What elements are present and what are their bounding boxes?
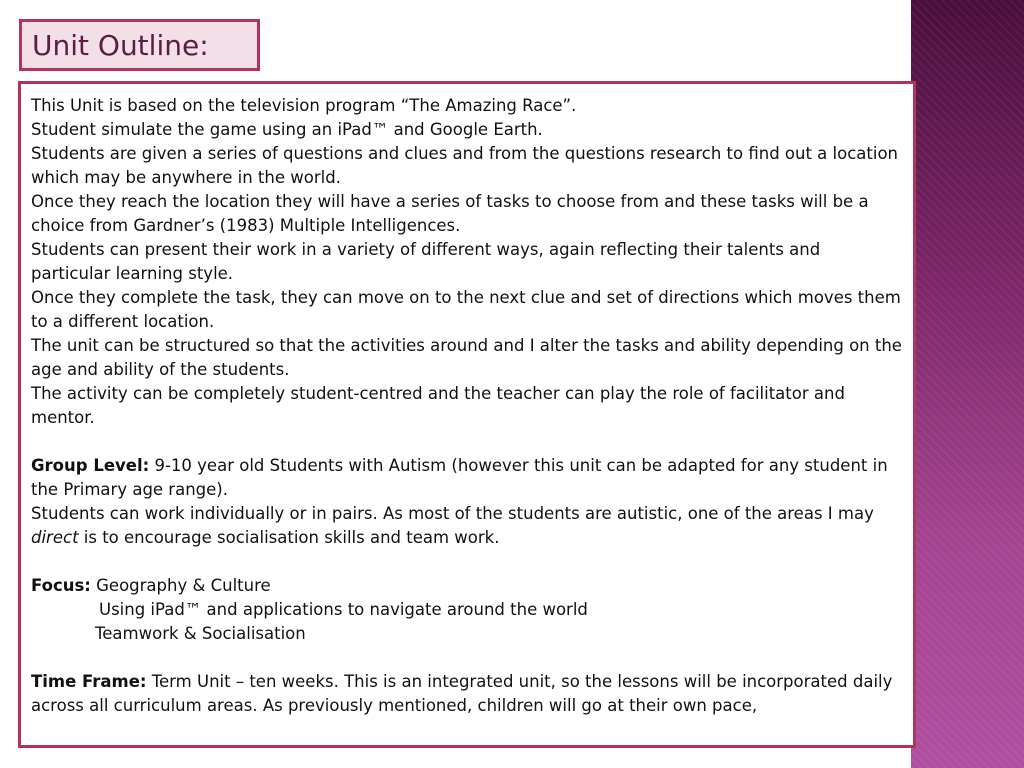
spacer — [31, 430, 903, 454]
group-level-label: Group Level: — [31, 456, 150, 475]
pairs-text-before: Students can work individually or in pairs. As most of the students are autistic, one of the areas I may — [31, 504, 874, 523]
title-box — [19, 19, 260, 71]
pairs-text-after: is to encourage socialisation skills and team work. — [78, 528, 500, 547]
intro-line: This Unit is based on the television program “The Amazing Race”. — [31, 96, 577, 115]
focus-item: Using iPad™ and applications to navigate around the world — [99, 600, 588, 619]
intro-line: The unit can be structured so that the activities around and I alter the tasks and ability depending on the age and ability of the students. — [31, 336, 902, 379]
focus-label: Focus: — [31, 576, 91, 595]
intro-line: Students are given a series of questions and clues and from the questions research to find out a location which may be anywhere in the world. — [31, 144, 899, 187]
pairs-emphasis: direct — [31, 528, 79, 547]
time-frame-label: Time Frame: — [31, 672, 147, 691]
pairs-paragraph — [31, 502, 903, 550]
intro-line: The activity can be completely student-centred and the teacher can play the role of facilitator and mentor. — [31, 384, 845, 427]
intro-line: Once they reach the location they will have a series of tasks to choose from and these tasks will be a choice from Gardner’s (1983) Multiple Intelligences. — [31, 192, 869, 235]
intro-line: Student simulate the game using an iPad™ and Google Earth. — [31, 120, 543, 139]
content-body — [31, 94, 903, 718]
time-frame-text: Term Unit – ten weeks. This is an integrated unit, so the lessons will be incorporated daily across all curriculum areas. As previously mentioned, children will go at their own pace, — [31, 672, 893, 715]
focus-item: Teamwork & Socialisation — [95, 624, 306, 643]
intro-line: Students can present their work in a variety of different ways, again reflecting their talents and particular learning style. — [31, 240, 821, 283]
decorative-side-band — [911, 0, 1024, 768]
spacer — [31, 646, 903, 670]
focus-item: Geography & Culture — [90, 576, 271, 595]
intro-line: Once they complete the task, they can move on to the next clue and set of directions which moves them to a different location. — [31, 288, 901, 331]
group-level-paragraph — [31, 454, 903, 502]
group-level-text: 9-10 year old Students with Autism (however this unit can be adapted for any student in the Primary age range). — [31, 456, 888, 499]
content-box — [18, 81, 916, 748]
focus-paragraph — [31, 574, 903, 598]
spacer — [31, 550, 903, 574]
slide-title: Unit Outline: — [32, 29, 209, 62]
time-frame-paragraph — [31, 670, 903, 718]
